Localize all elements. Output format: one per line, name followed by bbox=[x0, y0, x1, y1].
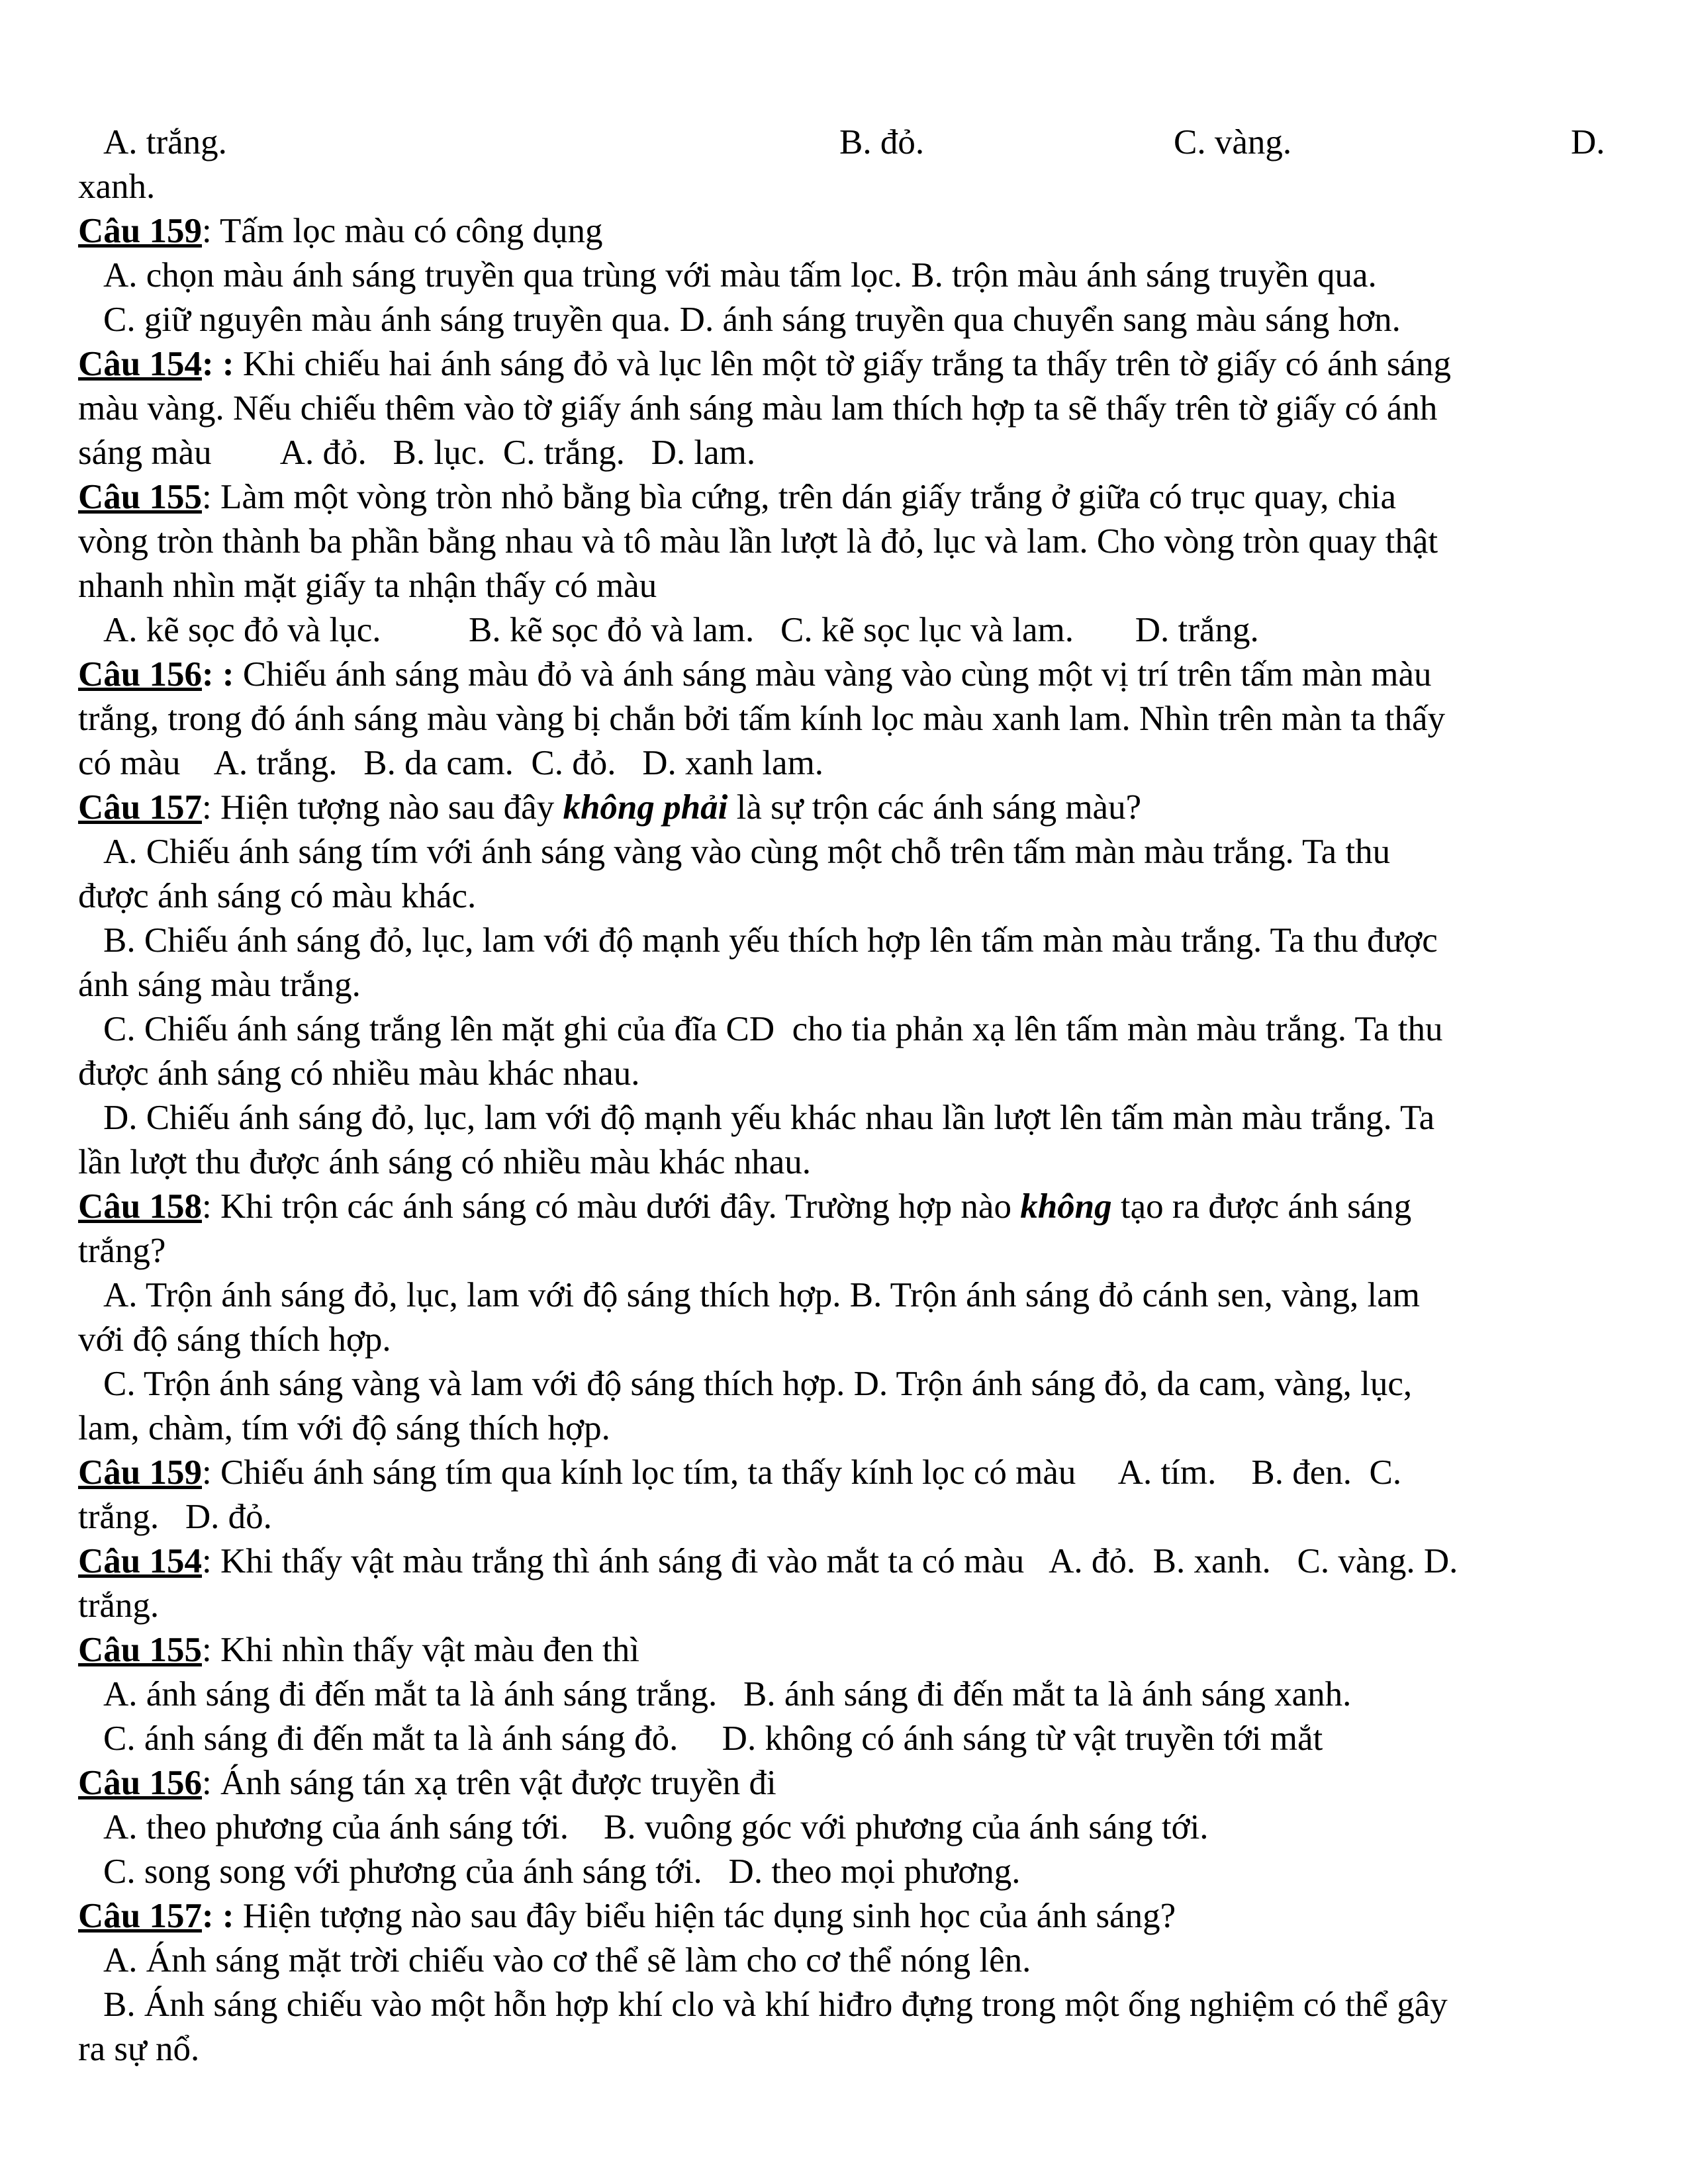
question-header bbox=[78, 209, 1620, 253]
option-line: A. theo phương của ánh sáng tới. B. vuông góc với phương của ánh sáng tới. bbox=[103, 1808, 1209, 1846]
question-separator: : : bbox=[202, 345, 234, 383]
question-header bbox=[78, 1451, 1620, 1495]
question-header bbox=[78, 1185, 1620, 1229]
question-header bbox=[78, 653, 1620, 697]
question-label: Câu 156 bbox=[78, 1764, 203, 1802]
question-label: Câu 157 bbox=[78, 1897, 203, 1935]
question-text: : Khi trộn các ánh sáng có màu dưới đây. Trường hợp nào bbox=[202, 1187, 1021, 1226]
question-label: Câu 159 bbox=[78, 212, 203, 250]
question-text: : Tấm lọc màu có công dụng bbox=[202, 212, 603, 250]
question-label: Câu 159 bbox=[78, 1453, 203, 1492]
options-row-top bbox=[78, 120, 1620, 165]
option-d-continued: xanh. bbox=[78, 167, 156, 206]
option-line: B. Ánh sáng chiếu vào một hỗn hợp khí clo và khí hiđro đựng trong một ống nghiệm có thể gây bbox=[103, 1985, 1448, 2024]
option-c: C. vàng. bbox=[1174, 123, 1292, 161]
document-page bbox=[78, 120, 1620, 2071]
question-text: : Làm một vòng tròn nhỏ bằng bìa cứng, trên dán giấy trắng ở giữa có trục quay, chia bbox=[202, 478, 1397, 516]
question-text-line: có màu A. trắng. B. da cam. C. đỏ. D. xanh lam. bbox=[78, 744, 824, 782]
option-line: C. ánh sáng đi đến mắt ta là ánh sáng đỏ. D. không có ánh sáng từ vật truyền tới mắt bbox=[103, 1719, 1323, 1758]
option-a: A. trắng. bbox=[103, 123, 227, 161]
question-text: : Hiện tượng nào sau đây bbox=[202, 788, 563, 827]
question-header bbox=[78, 1539, 1620, 1584]
option-line: A. chọn màu ánh sáng truyền qua trùng với màu tấm lọc. B. trộn màu ánh sáng truyền qua. bbox=[103, 256, 1377, 295]
question-text: : Khi thấy vật màu trắng thì ánh sáng đi vào mắt ta có màu A. đỏ. B. xanh. C. vàng. D. bbox=[202, 1542, 1458, 1580]
option-line: A. Trộn ánh sáng đỏ, lục, lam với độ sáng thích hợp. B. Trộn ánh sáng đỏ cánh sen, vàng, lam bbox=[103, 1276, 1420, 1314]
question-text-line: trắng? bbox=[78, 1232, 166, 1270]
question-header bbox=[78, 786, 1620, 830]
option-line: C. Chiếu ánh sáng trắng lên mặt ghi của đĩa CD cho tia phản xạ lên tấm màn màu trắng. Ta thu bbox=[103, 1010, 1443, 1048]
question-label: Câu 154 bbox=[78, 1542, 203, 1580]
question-text: : Ánh sáng tán xạ trên vật được truyền đi bbox=[202, 1764, 776, 1802]
option-line: A. Chiếu ánh sáng tím với ánh sáng vàng vào cùng một chỗ trên tấm màn màu trắng. Ta thu bbox=[103, 833, 1391, 871]
question-text: Hiện tượng nào sau đây biểu hiện tác dụng sinh học của ánh sáng? bbox=[234, 1897, 1176, 1935]
option-line: B. Chiếu ánh sáng đỏ, lục, lam với độ mạnh yếu thích hợp lên tấm màn màu trắng. Ta thu được bbox=[103, 921, 1438, 960]
question-text-line: trắng. D. đỏ. bbox=[78, 1498, 272, 1536]
option-line: A. Ánh sáng mặt trời chiếu vào cơ thể sẽ làm cho cơ thể nóng lên. bbox=[103, 1941, 1031, 1979]
emphasis-text: không bbox=[1020, 1187, 1112, 1226]
option-line: ánh sáng màu trắng. bbox=[78, 966, 361, 1004]
question-text-line: trắng. bbox=[78, 1586, 160, 1625]
option-line: C. song song với phương của ánh sáng tới. D. theo mọi phương. bbox=[103, 1852, 1021, 1891]
question-header bbox=[78, 475, 1620, 520]
question-separator: : : bbox=[202, 1897, 234, 1935]
option-line: lần lượt thu được ánh sáng có nhiều màu khác nhau. bbox=[78, 1143, 811, 1181]
option-line: C. giữ nguyên màu ánh sáng truyền qua. D. ánh sáng truyền qua chuyển sang màu sáng hơn. bbox=[103, 300, 1401, 339]
question-label: Câu 156 bbox=[78, 655, 203, 694]
option-line: A. ánh sáng đi đến mắt ta là ánh sáng trắng. B. ánh sáng đi đến mắt ta là ánh sáng xanh. bbox=[103, 1675, 1352, 1713]
option-line: C. Trộn ánh sáng vàng và lam với độ sáng thích hợp. D. Trộn ánh sáng đỏ, da cam, vàng, lục, bbox=[103, 1365, 1413, 1403]
question-label: Câu 155 bbox=[78, 1631, 203, 1669]
question-header bbox=[78, 1761, 1620, 1805]
option-line: D. Chiếu ánh sáng đỏ, lục, lam với độ mạnh yếu khác nhau lần lượt lên tấm màn màu trắng. Ta bbox=[103, 1099, 1435, 1137]
question-text: : Chiếu ánh sáng tím qua kính lọc tím, ta thấy kính lọc có màu A. tím. B. đen. C. bbox=[202, 1453, 1402, 1492]
question-text-line: sáng màu A. đỏ. B. lục. C. trắng. D. lam. bbox=[78, 433, 756, 472]
emphasis-text: không phải bbox=[563, 788, 728, 827]
question-text: Chiếu ánh sáng màu đỏ và ánh sáng màu vàng vào cùng một vị trí trên tấm màn màu bbox=[234, 655, 1432, 694]
option-line: được ánh sáng có nhiều màu khác nhau. bbox=[78, 1054, 640, 1093]
question-text-line: màu vàng. Nếu chiếu thêm vào tờ giấy ánh sáng màu lam thích hợp ta sẽ thấy trên tờ giấy có ánh bbox=[78, 389, 1438, 428]
question-text: là sự trộn các ánh sáng màu? bbox=[727, 788, 1142, 827]
option-line: ra sự nổ. bbox=[78, 2030, 200, 2068]
option-line: được ánh sáng có màu khác. bbox=[78, 877, 477, 915]
question-header bbox=[78, 342, 1620, 387]
question-text: tạo ra được ánh sáng bbox=[1111, 1187, 1412, 1226]
question-text: Khi chiếu hai ánh sáng đỏ và lục lên một tờ giấy trắng ta thấy trên tờ giấy có ánh sáng bbox=[234, 345, 1451, 383]
question-label: Câu 155 bbox=[78, 478, 203, 516]
question-header bbox=[78, 1894, 1620, 1938]
question-label: Câu 154 bbox=[78, 345, 203, 383]
question-label: Câu 158 bbox=[78, 1187, 203, 1226]
option-b: B. đỏ. bbox=[839, 123, 925, 161]
question-text-line: nhanh nhìn mặt giấy ta nhận thấy có màu bbox=[78, 567, 657, 605]
option-line: A. kẽ sọc đỏ và lục. B. kẽ sọc đỏ và lam. C. kẽ sọc lục và lam. D. trắng. bbox=[103, 611, 1259, 649]
question-text: : Khi nhìn thấy vật màu đen thì bbox=[202, 1631, 639, 1669]
question-text-line: trắng, trong đó ánh sáng màu vàng bị chắn bởi tấm kính lọc màu xanh lam. Nhìn trên màn ta thấy bbox=[78, 700, 1446, 738]
question-separator: : : bbox=[202, 655, 234, 694]
option-line: lam, chàm, tím với độ sáng thích hợp. bbox=[78, 1409, 610, 1447]
option-d: D. bbox=[1571, 123, 1605, 161]
question-text-line: vòng tròn thành ba phần bằng nhau và tô màu lần lượt là đỏ, lục và lam. Cho vòng tròn quay thật bbox=[78, 522, 1438, 561]
option-line: với độ sáng thích hợp. bbox=[78, 1320, 391, 1359]
question-header bbox=[78, 1628, 1620, 1672]
question-label: Câu 157 bbox=[78, 788, 203, 827]
